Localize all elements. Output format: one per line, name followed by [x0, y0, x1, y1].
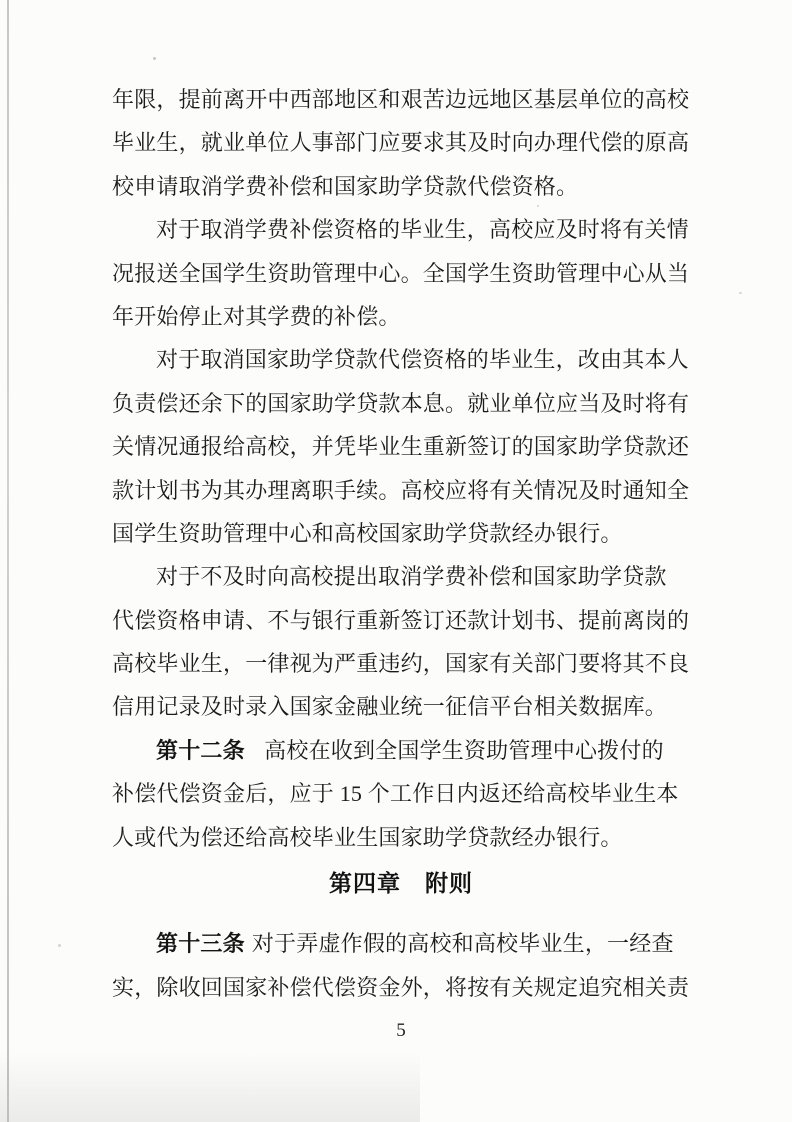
text-line: 款计划书为其办理离职手续。高校应将有关情况及时通知全 — [112, 477, 690, 503]
text-line: 代偿资格申请、不与银行重新签订还款计划书、提前离岗的 — [112, 607, 690, 633]
text-run: 对于弄虚作假的高校和高校毕业生，一经查 — [251, 931, 674, 957]
text-line: 信用记录及时录入国家金融业统一征信平台相关数据库。 — [112, 694, 668, 720]
paragraph-breach — [112, 555, 690, 729]
text-line — [112, 922, 690, 965]
text-line: 关情况通报给高校，并凭毕业生重新签订的国家助学贷款还 — [112, 434, 690, 460]
text-line: 毕业生，就业单位人事部门应要求其及时向办理代偿的原高 — [112, 130, 690, 156]
text-line: 年开始停止对其学费的补偿。 — [112, 303, 401, 329]
text-line: 负责偿还余下的国家助学贷款本息。就业单位应当及时将有 — [112, 390, 690, 416]
scan-speck — [58, 944, 61, 947]
text-line: 对于不及时向高校提出取消学费补偿和国家助学贷款 — [156, 564, 667, 590]
text-line: 高校毕业生，一律视为严重违约，国家有关部门要将其不良 — [112, 651, 690, 677]
scan-speck — [739, 292, 742, 294]
text-run: 高校在收到全国学生资助管理中心拨付的 — [264, 737, 664, 763]
scan-speck — [153, 57, 156, 60]
text-line: 对于取消国家助学贷款代偿资格的毕业生，改由其本人 — [156, 347, 689, 373]
text-line: 补偿代偿资金后，应于 15 个工作日内返还给高校毕业生本 — [112, 781, 679, 807]
text-line: 况报送全国学生资助管理中心。全国学生资助管理中心从当 — [112, 260, 690, 286]
text-line: 校申请取消学费补偿和国家助学贷款代偿资格。 — [112, 173, 579, 199]
article-13-paragraph — [112, 922, 690, 1009]
article-13-number: 第十三条 — [156, 931, 245, 957]
scan-corner-shade — [0, 1052, 420, 1122]
scan-edge-line — [7, 0, 9, 1122]
document-body — [112, 78, 690, 1042]
text-line: 国学生资助管理中心和高校国家助学贷款经办银行。 — [112, 520, 623, 546]
text-line: 实，除收回国家补偿代偿资金外，将按有关规定追究相关责 — [112, 974, 690, 1000]
text-line: 对于取消学费补偿资格的毕业生，高校应及时将有关情 — [156, 217, 689, 243]
text-line: 年限，提前离开中西部地区和艰苦边远地区基层单位的高校 — [112, 87, 690, 112]
paragraph-continuation — [112, 78, 690, 208]
text-line: 人或代为偿还给高校毕业生国家助学贷款经办银行。 — [112, 824, 623, 850]
paragraph-tuition-cancel — [112, 208, 690, 338]
paragraph-loan-cancel — [112, 338, 690, 555]
page-number: 5 — [396, 1020, 406, 1042]
text-line — [112, 729, 690, 772]
article-12-paragraph — [112, 729, 690, 859]
article-12-number: 第十二条 — [156, 737, 245, 763]
chapter-heading: 第四章 附则 — [329, 870, 473, 897]
